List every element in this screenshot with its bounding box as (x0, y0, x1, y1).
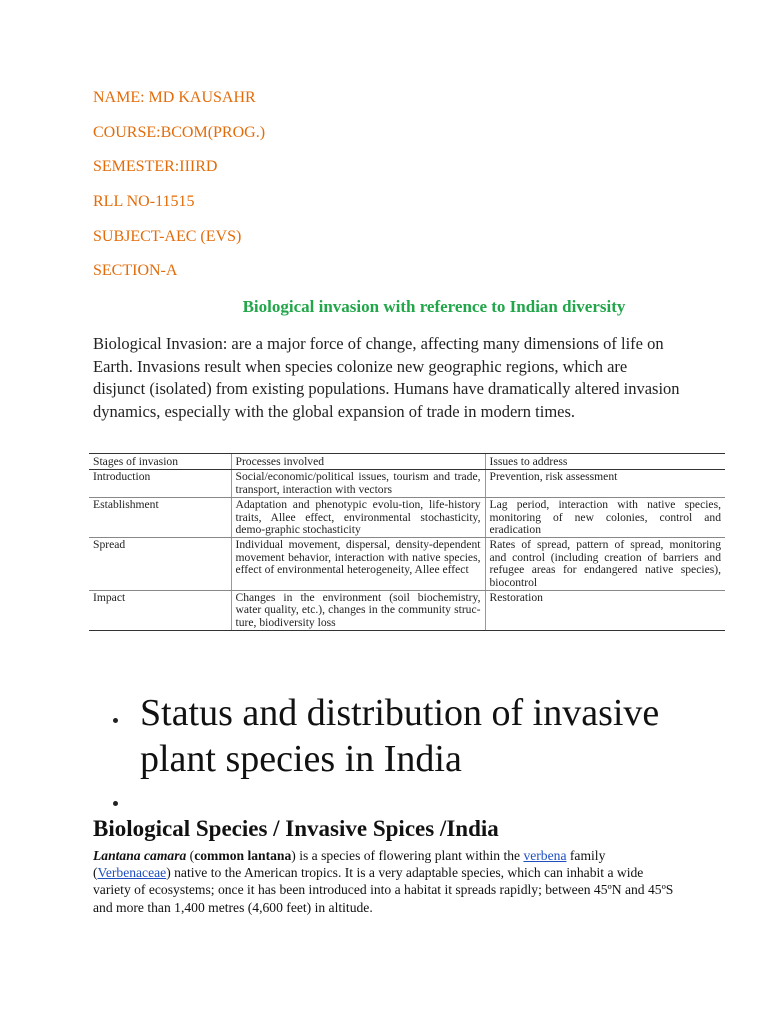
process-cell: Changes in the environment (soil biochemistry, water quality, etc.), changes in the community struc-ture, biodiversity loss (231, 591, 485, 631)
text-segment: ) native to the American tropics. It is a very adaptable species, which can inhabit a wide variety of ecosystems; once it has been introduced into a habitat it spreads rapidly; between 45ºN and 45ºS and more than 1,400 metres (4,600 feet) in altitude. (93, 865, 674, 915)
intro-text: are a major force of change, affecting many dimensions of life on Earth. Invasions result when species colonize new geographic regions, which are disjunct (isolated) from existing populations. Humans have dramatically altered invasion dynamics, especially with the global expansion of trade in modern times. (93, 334, 680, 421)
text-segment: ( (186, 848, 195, 863)
table-header-row (89, 454, 725, 470)
student-semester: SEMESTER:IIIRD (93, 158, 218, 175)
bullet-icon (113, 801, 118, 806)
lantana-paragraph (93, 847, 683, 916)
student-course: COURSE:BCOM(PROG.) (93, 124, 266, 141)
issue-cell: Prevention, risk assessment (485, 470, 725, 498)
issue-cell: Restoration (485, 591, 725, 631)
process-cell: Individual movement, dispersal, density-dependent movement behavior, interaction with native species, effect of environmental heterogeneity, Allee effect (231, 538, 485, 591)
invasion-stages-table (89, 453, 725, 631)
intro-paragraph (93, 333, 683, 423)
verbena-link[interactable]: verbena (523, 848, 567, 863)
species-section-title: Biological Species / Invasive Spices /India (93, 816, 499, 841)
common-name: common lantana (194, 848, 292, 863)
table-row (89, 591, 725, 631)
subject: SUBJECT-AEC (EVS) (93, 228, 242, 245)
column-header: Stages of invasion (89, 454, 231, 470)
document-heading: Biological invasion with reference to Indian diversity (242, 297, 626, 316)
intro-lead: Biological Invasion: (93, 334, 228, 353)
column-header: Issues to address (485, 454, 725, 470)
issue-cell: Lag period, interaction with native species, monitoring of new colonies, control and eradication (485, 498, 725, 538)
table-row (89, 498, 725, 538)
status-heading: Status and distribution of invasive plant species in India (140, 692, 660, 780)
species-name: Lantana camara (93, 848, 187, 863)
stage-cell: Spread (89, 538, 231, 591)
text-segment: family ( (93, 848, 606, 881)
table-row (89, 538, 725, 591)
text-segment: ) is a species of flowering plant within the (291, 848, 524, 863)
process-cell: Social/economic/political issues, tourism and trade, transport, interaction with vectors (231, 470, 485, 498)
stage-cell: Introduction (89, 470, 231, 498)
process-cell: Adaptation and phenotypic evolu-tion, life-history traits, Allee effect, environmental stochasticity, demo-graphic stochasticity (231, 498, 485, 538)
column-header: Processes involved (231, 454, 485, 470)
student-name: NAME: MD KAUSAHR (93, 89, 256, 106)
section: SECTION-A (93, 262, 178, 279)
issue-cell: Rates of spread, pattern of spread, monitoring and control (including creation of barriers and refugee areas for endangered native species), biocontrol (485, 538, 725, 591)
stage-cell: Impact (89, 591, 231, 631)
verbenaceae-link[interactable]: Verbenaceae (97, 865, 167, 881)
stage-cell: Establishment (89, 498, 231, 538)
table-row (89, 470, 725, 498)
bullet-icon (113, 718, 118, 723)
roll-number: RLL NO-11515 (93, 193, 195, 210)
